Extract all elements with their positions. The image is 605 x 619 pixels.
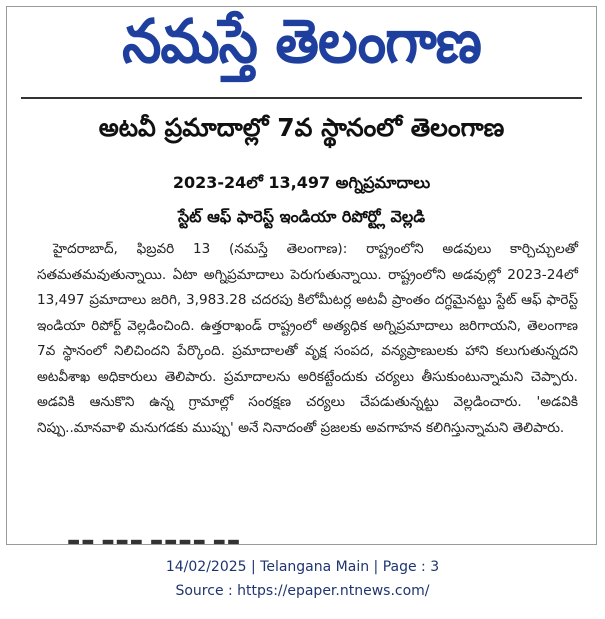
next-article-cutoff: ▬▬ ▬▬▬ ▬▬▬▬ ▬▬ xyxy=(67,534,242,545)
article-subheadline-1: 2023-24లో 13,497 అగ్నిప్రమాదాలు xyxy=(172,173,431,192)
article-body: హైదరాబాద్, ఫిబ్రవరి 13 (నమస్తే తెలంగాణ): రాష్ట్రంలోని అడవులు కార్చిచ్చులతో సతమతమవుతున్నాయి. ఏటా అగ్నిప్రమాదాలు పెరుగుతున్నాయి. రాష్ట్రంలోని అడవుల్లో 2023-24లో 13,497 ప్రమాదాలు జరిగి, 3,983.28 చదరపు కిలోమీటర్ల అటవీ ప్రాంతం దగ్ధమైనట్టు స్టేట్ ఆఫ్ ఫారెస్ట్ ఇండియా రిపోర్ట్ వెల్లడించింది. ఉత్తరాఖండ్ రాష్ట్రంలో అత్యధిక అగ్నిప్రమాదాలు జరిగాయని, తెలంగాణ 7వ స్థానంలో నిలిచిందని పేర్కొంది. ప్రమాదాలతో వృక్ష సంపద, వన్యప్రాణులకు హాని కలుగుతున్నదని అటవీశాఖ అధికారులు తెలిపారు. ప్రమాదాలను అరికట్టేందుకు చర్యలు తీసుకుంటున్నామని చెప్పారు. అడవికి ఆనుకొని ఉన్న గ్రామాల్లో సంరక్షణ చర్యలు చేపడుతున్నట్టు వెల్లడించారు. 'అడవికి నిప్పు..మానవాళి మనుగడకు ముప్పు' అనే నినాదంతో ప్రజలకు అవగాహన కలిగిస్తున్నామని తెలిపారు. xyxy=(37,241,578,436)
clipping-frame xyxy=(6,6,597,545)
newspaper-masthead xyxy=(7,7,596,91)
article-headline: అటవీ ప్రమాదాల్లో 7వ స్థానంలో తెలంగాణ xyxy=(98,113,505,142)
clipping-footer xyxy=(0,555,605,603)
article-subheadline-2: స్టేట్ ఆఫ్ ఫారెస్ట్ ఇండియా రిపోర్ట్లో వెల్లడి xyxy=(177,207,426,226)
footer-date-page: 14/02/2025 | Telangana Main | Page : 3 xyxy=(165,559,440,575)
footer-source: Source : https://epaper.ntnews.com/ xyxy=(175,583,430,599)
masthead-divider xyxy=(21,97,582,99)
masthead-logo-text: నమస్తే తెలంగాణ xyxy=(122,6,481,77)
